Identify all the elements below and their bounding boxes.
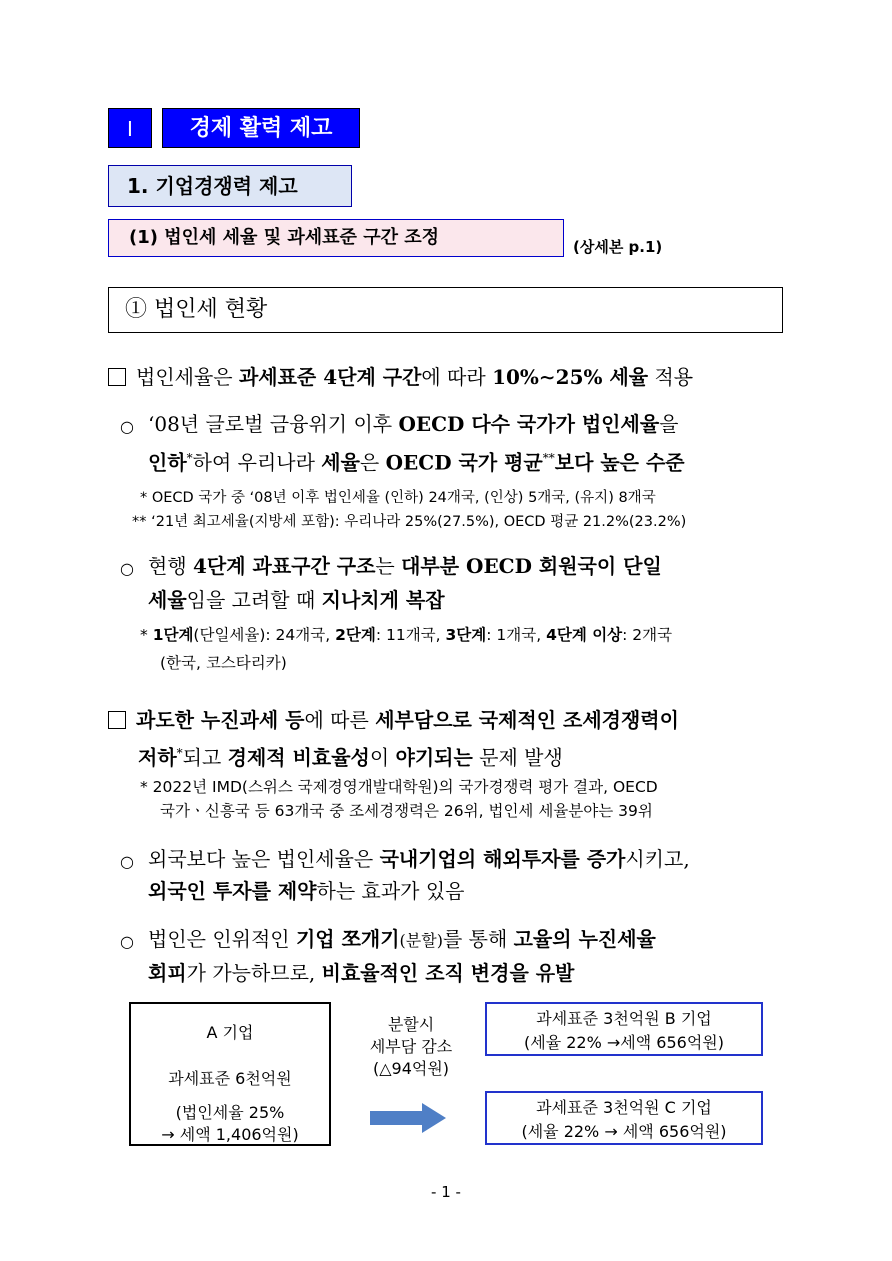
ring-bullet-icon: ○ — [120, 852, 134, 871]
ring-bullet-icon: ○ — [120, 932, 134, 951]
right-arrow-icon — [368, 1101, 448, 1135]
subsub-title: (1) 법인세 세율 및 과세표준 구간 조정 — [108, 219, 564, 257]
company-c-box — [485, 1091, 763, 1145]
note-3-line-1: * 1단계(단일세율): 24개국, 2단계: 11개국, 3단계: 1개국, 4단계 이상: 2개국 — [140, 626, 673, 644]
bullet-1-sub-1-line-1: ‘08년 글로벌 금융위기 이후 OECD 다수 국가가 법인세율을 — [148, 412, 679, 436]
bullet-2-line-1: 과도한 누진과세 등에 따른 세부담으로 국제적인 조세경쟁력이 — [108, 703, 679, 737]
note-4-line-2: 국가ㆍ신흥국 등 63개국 중 조세경쟁력은 26위, 법인세 세율분야는 39위 — [160, 802, 653, 820]
ring-bullet-icon: ○ — [120, 559, 134, 578]
company-a-tax-rate: (법인세율 25% — [175, 1103, 285, 1122]
tax-reduction-label: 세부담 감소 — [369, 1037, 453, 1056]
note-1: * OECD 국가 중 ‘08년 이후 법인세율 (인하) 24개국, (인상) 5개국, (유지) 8개국 — [140, 490, 656, 506]
company-a-box — [129, 1002, 331, 1146]
sub-title: 1. 기업경쟁력 제고 — [108, 165, 352, 207]
checkbox-square-icon — [108, 711, 126, 729]
company-b-tax: (세율 22% →세액 656억원) — [524, 1033, 724, 1052]
company-a-base: 과세표준 6천억원 — [168, 1069, 292, 1088]
note-3-line-2: (한국, 코스타리카) — [160, 654, 287, 672]
company-c-tax: (세율 22% → 세액 656억원) — [521, 1122, 727, 1141]
checkbox-square-icon — [108, 368, 126, 386]
note-4-line-1: * 2022년 IMD(스위스 국제경영개발대학원)의 국가경쟁력 평가 결과, OECD — [140, 778, 658, 796]
bullet-2-sub-1-line-1: 외국보다 높은 법인세율은 국내기업의 해외투자를 증가시키고, — [148, 847, 690, 871]
tax-reduction-amount: (△94억원) — [372, 1059, 450, 1078]
page-number: - 1 - — [431, 1183, 461, 1201]
bullet-1-sub-1-line-2: 인하*하여 우리나라 세율은 OECD 국가 평균**보다 높은 수준 — [148, 450, 685, 475]
bullet-1: 법인세율은 과세표준 4단계 구간에 따라 10%∼25% 세율 적용 — [108, 360, 693, 394]
ring-bullet-icon: ○ — [120, 417, 134, 436]
bullet-1-sub-2-line-1: 현행 4단계 과표구간 구조는 대부분 OECD 회원국이 단일 — [148, 554, 662, 578]
section-title: 경제 활력 제고 — [162, 108, 360, 148]
company-c-base: 과세표준 3천억원 C 기업 — [536, 1098, 712, 1117]
bullet-2-sub-1-line-2: 외국인 투자를 제약하는 효과가 있음 — [148, 879, 465, 903]
company-a-tax-amount: → 세액 1,406억원) — [161, 1125, 299, 1144]
status-title: ① 법인세 현황 — [108, 287, 783, 333]
section-number: Ⅰ — [108, 108, 152, 148]
company-b-box — [485, 1002, 763, 1056]
bullet-1-sub-2-line-2: 세율임을 고려할 때 지나치게 복잡 — [148, 588, 445, 612]
note-2: ** ‘21년 최고세율(지방세 포함): 우리나라 25%(27.5%), OECD 평균 21.2%(23.2%) — [132, 514, 687, 530]
split-effect-label — [352, 1014, 470, 1080]
split-label: 분할시 — [387, 1015, 435, 1034]
company-a-title: A 기업 — [206, 1023, 254, 1042]
bullet-2-sub-2-line-2: 회피가 가능하므로, 비효율적인 조직 변경을 유발 — [148, 961, 575, 985]
detail-reference: (상세본 p.1) — [573, 238, 663, 256]
bullet-2-line-2: 저하*되고 경제적 비효율성이 야기되는 문제 발생 — [138, 745, 563, 770]
company-b-base: 과세표준 3천억원 B 기업 — [536, 1009, 712, 1028]
bullet-2-sub-2-line-1: 법인은 인위적인 기업 쪼개기(분할)를 통해 고율의 누진세율 — [148, 927, 656, 951]
